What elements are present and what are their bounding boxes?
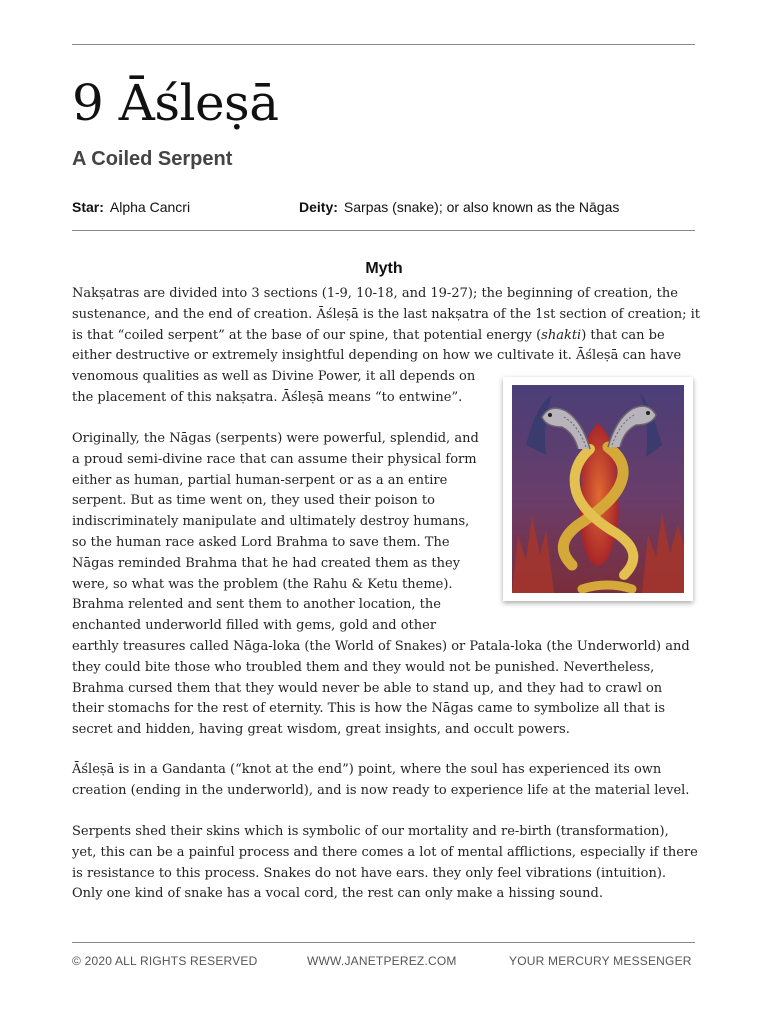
star-info xyxy=(72,199,190,215)
text-line: Only one kind of snake has a vocal cord, the rest can only make a hissing sound. xyxy=(72,886,603,902)
text-segment: is that “coiled serpent” at the base of our spine, that potential energy ( xyxy=(72,327,542,343)
text-line: Nāgas reminded Brahma that he had created them as they xyxy=(72,555,461,571)
emphasis-shakti: shakti xyxy=(541,327,582,343)
footer-copyright: © 2020 ALL RIGHTS RESERVED xyxy=(72,954,258,968)
text-line: the placement of this nakṣatra. Āśleṣā means “to entwine”. xyxy=(72,389,463,405)
text-line: Nakṣatras are divided into 3 sections (1-9, 10-18, and 19-27); the beginning of creation, the xyxy=(72,286,678,301)
top-rule xyxy=(72,44,695,45)
text-line: Brahma cursed them that they would never be able to stand up, and they had to crawl on xyxy=(72,680,663,696)
deity-info xyxy=(299,199,619,215)
text-segment: ) that can be xyxy=(581,327,665,343)
text-line: yet, this can be a painful process and there comes a lot of mental afflictions, especially if there xyxy=(72,844,698,860)
text-line: their stomachs for the rest of eternity. This is how the Nāgas came to symbolize all that is xyxy=(72,701,666,717)
section-heading: Myth xyxy=(365,260,403,277)
text-line: Brahma relented and sent them to another location, the xyxy=(72,597,441,613)
text-line: a proud semi-divine race that can assume their physical form xyxy=(72,451,477,467)
star-value: Alpha Cancri xyxy=(109,199,191,215)
paragraph-3 xyxy=(72,760,695,802)
text-line: they could bite those who troubled them and they would not be punished. Nevertheless, xyxy=(72,659,655,675)
text-line: indiscriminately manipulate and ultimately destroy humans, xyxy=(72,514,470,530)
text-line: secret and hidden, having great wisdom, great insights, and occult powers. xyxy=(72,722,570,738)
text-line: earthly treasures called Nāga-loka (the World of Snakes) or Patala-loka (the Underworld) and xyxy=(72,638,690,654)
text-line: Āśleṣā is in a Gandanta (“knot at the end”) point, where the soul has experienced its own xyxy=(72,762,662,777)
text-line: creation (ending in the underworld), and is now ready to experience life at the material level. xyxy=(72,782,690,798)
deity-label: Deity: xyxy=(299,199,338,215)
text-line: were, so what was the problem (the Rahu & Ketu theme). xyxy=(72,576,453,592)
page-title: 9 Āśleṣā xyxy=(72,74,279,132)
paragraph-4 xyxy=(72,822,698,905)
page-subtitle: A Coiled Serpent xyxy=(72,148,233,170)
text-line: sustenance, and the end of creation. Āśleṣā is the last nakṣatra of the 1st section of creation; it xyxy=(72,306,701,322)
serpent-painting xyxy=(503,377,693,601)
text-line: is resistance to this process. Snakes do not have ears. they only feel vibrations (intuition). xyxy=(72,865,667,881)
text-line: venomous qualities as well as Divine Power, it all depends on xyxy=(72,369,476,385)
text-line: either destructive or extremely insightful depending on how we cultivate it. Āśleṣā can have xyxy=(72,348,682,364)
text-line xyxy=(72,326,695,347)
text-line: enchanted underworld filled with gems, gold and other xyxy=(72,618,437,634)
text-line: either as human, partial human-serpent or as a an entire xyxy=(72,472,448,488)
footer-website-link[interactable]: WWW.JANETPEREZ.COM xyxy=(307,954,457,968)
text-line: so the human race asked Lord Brahma to save them. The xyxy=(72,534,450,550)
text-line: serpent. But as time went on, they used their poison to xyxy=(72,493,435,509)
header-rule xyxy=(72,230,695,231)
text-line: Serpents shed their skins which is symbolic of our mortality and re-birth (transformation), xyxy=(72,824,669,839)
star-label: Star: xyxy=(72,199,104,215)
footer-rule xyxy=(72,942,695,943)
footer-tagline: YOUR MERCURY MESSENGER xyxy=(509,954,692,968)
serpent-painting-art xyxy=(512,385,684,593)
text-line: Originally, the Nāgas (serpents) were powerful, splendid, and xyxy=(72,431,479,446)
deity-value: Sarpas (snake); or also known as the Nāgas xyxy=(343,199,620,215)
